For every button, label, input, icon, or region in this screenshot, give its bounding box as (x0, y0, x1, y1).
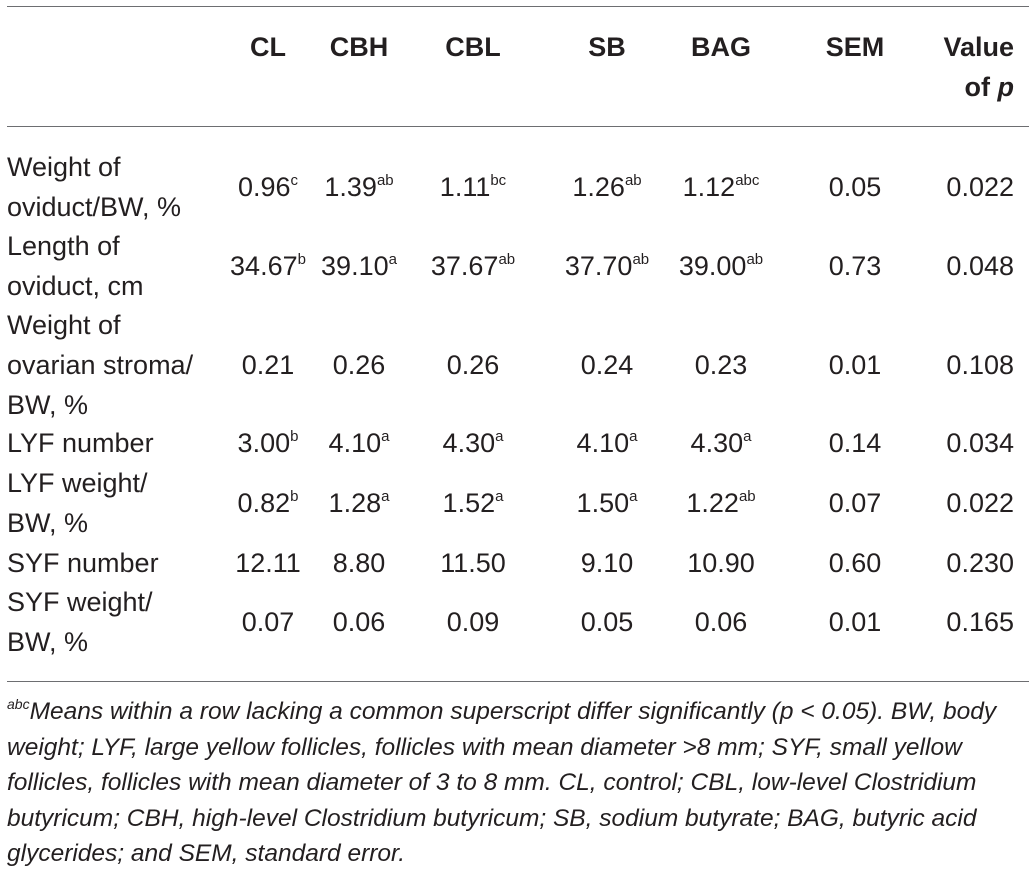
cell-superscript: a (629, 488, 638, 505)
cell-cbl (403, 246, 543, 286)
p-header-line2 (943, 67, 1014, 107)
top-rule (7, 6, 1029, 7)
cell-sem: 0.73 (828, 251, 882, 281)
cell-superscript: ab (498, 251, 516, 268)
cell-superscript: ab (746, 251, 764, 268)
cell-value: 39.00 (678, 251, 747, 281)
cell-sem: 0.01 (828, 607, 882, 637)
cell-value: 4.30 (442, 428, 496, 458)
row-label-line: LYF weight/ (7, 468, 148, 498)
cell-value: 1.39 (324, 172, 377, 202)
row-label (7, 582, 153, 662)
row-label (7, 463, 148, 543)
cell-value: 12.11 (235, 548, 301, 578)
cell-superscript: b (290, 428, 299, 445)
cell-value: 1.22 (686, 488, 739, 518)
cell-value: 0.24 (580, 350, 634, 380)
cell-superscript: a (629, 428, 638, 445)
cell-p-value: 0.108 (946, 350, 1014, 380)
cell-bag (651, 167, 791, 207)
cell-superscript: ab (632, 251, 650, 268)
cell-cbl (403, 423, 543, 463)
cell-bag (651, 246, 791, 286)
cell-p-value: 0.034 (946, 428, 1014, 458)
cell-value: 1.28 (328, 488, 382, 518)
cell-value: 1.12 (682, 172, 736, 202)
cell-bag (651, 423, 791, 463)
cell-superscript: a (495, 428, 504, 445)
cell-p-value: 0.022 (946, 172, 1014, 202)
row-label-line: Length of (7, 231, 120, 261)
cell-sem: 0.07 (828, 488, 882, 518)
row-label-line: SYF weight/ (7, 587, 153, 617)
cell-value: 9.10 (580, 548, 634, 578)
cell-superscript: ab (624, 172, 642, 189)
cell-bag (651, 543, 791, 583)
cell-sem: 0.14 (828, 428, 882, 458)
cell-superscript: b (297, 251, 306, 268)
cell-value: 0.06 (332, 607, 386, 637)
cell-superscript: b (290, 488, 299, 505)
cell-value: 3.00 (237, 428, 291, 458)
row-label (7, 305, 193, 425)
cell-bag (651, 483, 791, 523)
cell-p-value: 0.048 (946, 251, 1014, 281)
cell-value: 39.10 (321, 251, 389, 281)
cell-value: 8.80 (332, 548, 386, 578)
bottom-rule (7, 681, 1029, 682)
p-header-prefix: of (964, 72, 998, 102)
row-label-line: LYF number (7, 428, 154, 458)
cell-sem: 0.05 (828, 172, 882, 202)
cell-cbl (403, 345, 543, 385)
cell-value: 0.21 (241, 350, 295, 380)
cell-superscript: a (743, 428, 752, 445)
row-label (7, 226, 144, 306)
column-header-sb: SB (588, 32, 626, 62)
cell-p-value: 0.230 (946, 548, 1014, 578)
cell-superscript: a (495, 488, 504, 505)
cell-value: 1.52 (442, 488, 496, 518)
cell-value: 0.05 (580, 607, 634, 637)
row-label-line: oviduct/BW, % (7, 192, 182, 222)
column-header-cbl: CBL (445, 32, 501, 62)
cell-value: 0.23 (694, 350, 748, 380)
cell-cbl (403, 167, 543, 207)
cell-superscript: c (290, 172, 299, 189)
row-label-line: Weight of (7, 152, 121, 182)
cell-cbl (403, 483, 543, 523)
cell-value: 4.10 (576, 428, 630, 458)
column-header-cl: CL (250, 32, 286, 62)
row-label-line: BW, % (7, 508, 89, 538)
cell-value: 0.82 (237, 488, 291, 518)
cell-value: 4.10 (328, 428, 382, 458)
cell-p-value: 0.022 (946, 488, 1014, 518)
row-label-line: BW, % (7, 627, 89, 657)
cell-value: 1.50 (576, 488, 630, 518)
cell-superscript: ab (376, 172, 394, 189)
header-rule (7, 126, 1029, 127)
cell-bag (651, 345, 791, 385)
column-header-cbh: CBH (329, 32, 389, 62)
cell-value: 4.30 (690, 428, 744, 458)
column-header-sem: SEM (825, 32, 885, 62)
cell-value: 0.07 (241, 607, 295, 637)
cell-sem: 0.60 (828, 548, 882, 578)
cell-cbl (403, 543, 543, 583)
cell-p-value: 0.165 (946, 607, 1014, 637)
cell-value: 37.67 (430, 251, 499, 281)
cell-superscript: ab (738, 488, 756, 505)
row-label-line: BW, % (7, 390, 89, 420)
cell-value: 0.96 (237, 172, 291, 202)
cell-value: 1.26 (572, 172, 625, 202)
row-label (7, 147, 181, 227)
column-header-bag: BAG (691, 32, 751, 62)
cell-superscript: bc (490, 172, 507, 189)
cell-superscript: abc (735, 172, 760, 189)
footnote-text: Means within a row lacking a common superscript differ significantly (p < 0.05). BW, body weight; LYF, large yellow follicles, follicles with mean diameter >8 mm; SYF, small yellow follicles, follicles with mean diameter of 3 to 8 mm. CL, control; CBL, low-level Clostridium butyricum; CBH, high-level Clostridium butyricum; SB, sodium butyrate; BAG, butyric acid glycerides; and SEM, standard error. (7, 698, 997, 867)
cell-superscript: a (381, 488, 390, 505)
cell-cbl (403, 602, 543, 642)
cell-sem: 0.01 (828, 350, 882, 380)
cell-value: 0.06 (694, 607, 748, 637)
cell-value: 34.67 (230, 251, 298, 281)
cell-superscript: a (388, 251, 397, 268)
cell-value: 0.09 (446, 607, 500, 637)
row-label-line: oviduct, cm (7, 271, 144, 301)
cell-superscript: a (381, 428, 390, 445)
cell-value: 1.11 (439, 172, 491, 202)
cell-value: 11.50 (440, 548, 506, 578)
cell-bag (651, 602, 791, 642)
cell-value: 0.26 (332, 350, 386, 380)
cell-value: 10.90 (687, 548, 755, 578)
column-header-p-value (943, 27, 1014, 107)
footnote (7, 694, 1017, 872)
p-header-italic: p (997, 72, 1014, 102)
cell-value: 37.70 (564, 251, 633, 281)
footnote-superscript: abc (7, 696, 30, 712)
row-label-line: Weight of (7, 310, 121, 340)
row-label (7, 543, 159, 583)
cell-value: 0.26 (446, 350, 500, 380)
row-label-line: ovarian stroma/ (7, 350, 194, 380)
p-header-line1: Value (943, 32, 1014, 62)
row-label-line: SYF number (7, 548, 159, 578)
row-label (7, 423, 154, 463)
